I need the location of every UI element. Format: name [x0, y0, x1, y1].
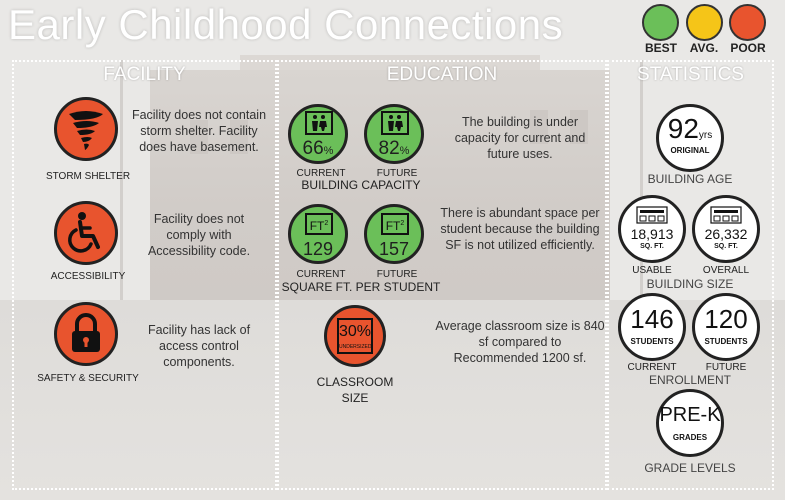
tornado-icon [57, 100, 115, 158]
capacity-caption: BUILDING CAPACITY [301, 178, 421, 192]
capacity-future-label: FUTURE [376, 168, 418, 179]
usable-size-value: 18,913 [630, 226, 674, 242]
classroom-badge [337, 318, 373, 354]
capacity-future-value: 82% [378, 138, 410, 159]
padlock-icon [57, 305, 115, 363]
accessibility-label: ACCESSIBILITY [50, 271, 126, 282]
legend-poor-label: POOR [730, 41, 766, 55]
people-icon [305, 111, 333, 135]
sqft-future-value: 157 [378, 239, 410, 259]
capacity-description: The building is under capacity for current and future uses. [454, 115, 586, 161]
usable-size-label: USABLE [632, 265, 672, 276]
enrollment-future-value: 120 [704, 304, 748, 334]
enrollment-caption: ENROLLMENT [648, 373, 731, 387]
sqft-future-label: FUTURE [376, 269, 418, 280]
legend-poor-dot [729, 4, 766, 41]
legend-best-dot [642, 4, 679, 41]
square-feet-icon: $FT^2$ [381, 213, 409, 235]
enrollment-future-label: FUTURE [705, 362, 747, 373]
sqft-future-circle [364, 204, 424, 264]
safety-security-label: SAFETY & SECURITY [37, 373, 139, 384]
sqft-current-value: 129 [302, 239, 334, 259]
square-feet-icon: $FT^2$ [305, 213, 333, 235]
legend-avg-label: AVG. [689, 41, 719, 55]
legend-best-label: BEST [644, 41, 677, 55]
usable-size-unit: SQ. FT. [640, 243, 664, 250]
sqft-current-label: CURRENT [296, 269, 346, 280]
accessibility-rating [54, 201, 118, 265]
legend-avg-dot [686, 4, 723, 41]
building-size-caption: BUILDING SIZE [646, 277, 734, 291]
sqft-current-circle [288, 204, 348, 264]
enrollment-current-unit: STUDENTS [630, 337, 674, 346]
grade-levels-caption: GRADE LEVELS [644, 461, 736, 475]
enrollment-current-value: 146 [630, 304, 674, 334]
safety-security-description: Facility has lack of access control components. [147, 323, 251, 369]
grade-levels-value: PRE-K [659, 404, 721, 426]
enrollment-future-circle [692, 293, 760, 361]
classroom-size-circle [324, 305, 386, 367]
usable-size-circle [618, 195, 686, 263]
storm-shelter-rating [54, 97, 118, 161]
storm-shelter-description: Facility does not contain storm shelter. Facility does have basement. [131, 108, 267, 154]
storm-shelter-label: STORM SHELTER [45, 171, 131, 182]
enrollment-current-circle [618, 293, 686, 361]
overall-size-circle [692, 195, 760, 263]
education-heading: EDUCATION [386, 64, 498, 85]
building-age-value: 92yrs [667, 113, 713, 144]
building-icon [636, 206, 668, 224]
wheelchair-icon [57, 204, 115, 262]
classroom-caption-line2: SIZE [341, 391, 369, 405]
overall-size-unit: SQ. FT. [714, 243, 738, 250]
page-title: Early Childhood Connections [8, 1, 564, 48]
capacity-future-circle [364, 104, 424, 164]
classroom-size-value: 30% [339, 323, 372, 340]
overall-size-value: 26,332 [704, 226, 748, 242]
grade-levels-sub: GRADES [672, 433, 708, 442]
classroom-description: Average classroom size is 840 sf compared to Recommended 1200 sf. [435, 319, 605, 365]
building-age-circle [656, 104, 724, 172]
building-icon [710, 206, 742, 224]
facility-heading: FACILITY [103, 64, 186, 85]
statistics-heading: STATISTICS [637, 64, 744, 85]
safety-security-rating [54, 302, 118, 366]
enrollment-future-unit: STUDENTS [704, 337, 748, 346]
overall-size-label: OVERALL [702, 265, 750, 276]
building-age-caption: BUILDING AGE [647, 172, 733, 186]
sqft-description: There is abundant space per student because the building SF is not utilized efficiently. [440, 206, 600, 252]
people-icon [381, 111, 409, 135]
capacity-current-value: 66% [302, 138, 334, 159]
sqft-caption: SQUARE FT. PER STUDENT [281, 280, 441, 294]
capacity-current-label: CURRENT [296, 168, 346, 179]
enrollment-current-label: CURRENT [627, 362, 677, 373]
accessibility-description: Facility does not comply with Accessibility code. [147, 212, 251, 258]
classroom-caption-line1: CLASSROOM [316, 375, 394, 389]
building-age-sub: ORIGINAL [670, 146, 710, 155]
classroom-undersized-badge: UNDERSIZED [339, 344, 372, 350]
capacity-current-circle [288, 104, 348, 164]
grade-levels-circle [656, 389, 724, 457]
